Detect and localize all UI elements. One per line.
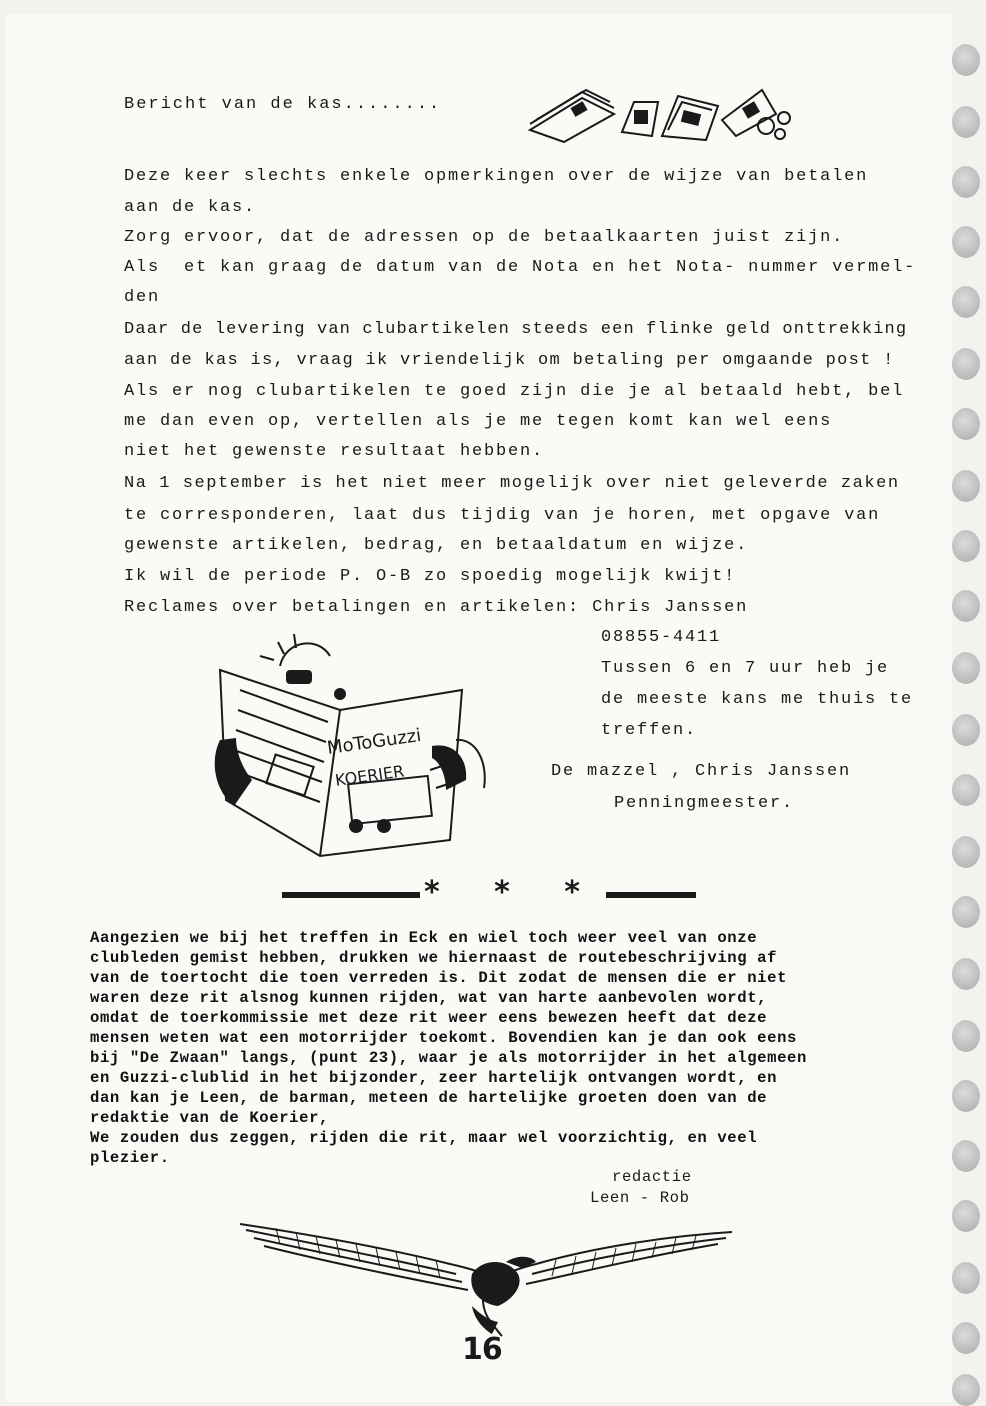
binder-hole (952, 1374, 980, 1406)
newspaper-title: MoToGuzzi (325, 724, 423, 759)
letter-line: Zorg ervoor, dat de adressen op de betaalkaarten juist zijn. (124, 228, 845, 247)
contact-phone: 08855-4411 (601, 628, 722, 647)
binder-hole (952, 590, 980, 622)
article-line: en Guzzi-clublid in het bijzonder, zeer hartelijk ontvangen wordt, en (90, 1069, 778, 1087)
letter-line: gewenste artikelen, bedrag, en betaaldatum en wijze. (124, 536, 749, 555)
article-body (90, 928, 910, 1168)
newspaper-subtitle: KOERIER (333, 761, 406, 790)
letter-line: niet het gewenste resultaat hebben. (124, 442, 545, 461)
article-line: mensen weten wat een motorrijder toekomt. Bovendien kan je dan ook eens (90, 1029, 798, 1047)
binder-hole (952, 408, 980, 440)
letter-line: me dan even op, vertellen als je me tegen komt kan wel eens (124, 412, 833, 431)
contact-hours-line: treffen. (601, 721, 698, 740)
closing-line: De mazzel , Chris Janssen (551, 762, 852, 781)
binder-hole (952, 1262, 980, 1294)
page-number: 16 (462, 1332, 502, 1367)
eagle-emblem (236, 1214, 736, 1338)
binder-hole (952, 1020, 980, 1052)
signature-line: redactie (612, 1168, 692, 1186)
article-line: dan kan je Leen, de barman, meteen de hartelijke groeten doen van de (90, 1089, 768, 1107)
newspaper-reader-illustration (200, 630, 500, 860)
binder-hole (952, 530, 980, 562)
article-line: waren deze rit alsnog kunnen rijden, wat van harte aanbevolen wordt, (90, 989, 768, 1007)
separator-stars: * * * (420, 876, 606, 910)
letter-line: Als et kan graag de datum van de Nota en het Nota- nummer vermel- (124, 258, 917, 277)
article-line: We zouden dus zeggen, rijden die rit, maar wel voorzichtig, en veel (90, 1129, 758, 1147)
binder-hole (952, 470, 980, 502)
binder-hole (952, 774, 980, 806)
signature-names: Leen - Rob (590, 1189, 690, 1207)
article-line: omdat de toerkommissie met deze rit weer eens bewezen heeft dat deze (90, 1009, 768, 1027)
letter-line: Na 1 september is het niet meer mogelijk over niet geleverde zaken (124, 474, 900, 493)
binder-hole (952, 1200, 980, 1232)
binder-hole (952, 286, 980, 318)
article-line: van de toertocht die toen verreden is. Dit zodat de mensen die er niet (90, 969, 788, 987)
binder-hole (952, 106, 980, 138)
letter-line: te corresponderen, laat dus tijdig van je horen, met opgave van (124, 506, 881, 525)
contact-hours-line: Tussen 6 en 7 uur heb je (601, 659, 890, 678)
letter-line: den (124, 288, 161, 307)
letter-line: Daar de levering van clubartikelen steeds een flinke geld onttrekking (124, 320, 908, 339)
binder-hole (952, 1140, 980, 1172)
article-line: plezier. (90, 1149, 170, 1167)
binder-holes (948, 30, 982, 1400)
binder-hole (952, 896, 980, 928)
binder-hole (952, 44, 980, 76)
letter-line: aan de kas. (124, 198, 257, 217)
binder-hole (952, 226, 980, 258)
binder-hole (952, 1322, 980, 1354)
binder-hole (952, 348, 980, 380)
signatory-role: Penningmeester. (614, 794, 795, 813)
letter-line: Deze keer slechts enkele opmerkingen over de wijze van betalen (124, 167, 869, 186)
article-line: bij "De Zwaan" langs, (punt 23), waar je als motorrijder in het algemeen (90, 1049, 807, 1067)
money-stack-illustration (522, 80, 800, 144)
article-line: redaktie van de Koerier, (90, 1109, 329, 1127)
letter-line: Als er nog clubartikelen te goed zijn die je al betaald hebt, bel (124, 382, 905, 401)
article-line: clubleden gemist hebben, drukken we hiernaast de routebeschrijving af (90, 949, 778, 967)
binder-hole (952, 1080, 980, 1112)
letter-line: Reclames over betalingen en artikelen: Chris Janssen (124, 598, 749, 617)
article-line: Aangezien we bij het treffen in Eck en wiel toch weer veel van onze (90, 929, 758, 947)
letter-line: aan de kas is, vraag ik vriendelijk om betaling per omgaande post ! (124, 351, 895, 370)
binder-hole (952, 166, 980, 198)
binder-hole (952, 836, 980, 868)
binder-hole (952, 958, 980, 990)
binder-hole (952, 652, 980, 684)
contact-hours-line: de meeste kans me thuis te (601, 690, 914, 709)
letter-line: Ik wil de periode P. O-B zo spoedig mogelijk kwijt! (124, 567, 737, 586)
section-heading: Bericht van de kas........ (124, 95, 442, 114)
binder-hole (952, 714, 980, 746)
